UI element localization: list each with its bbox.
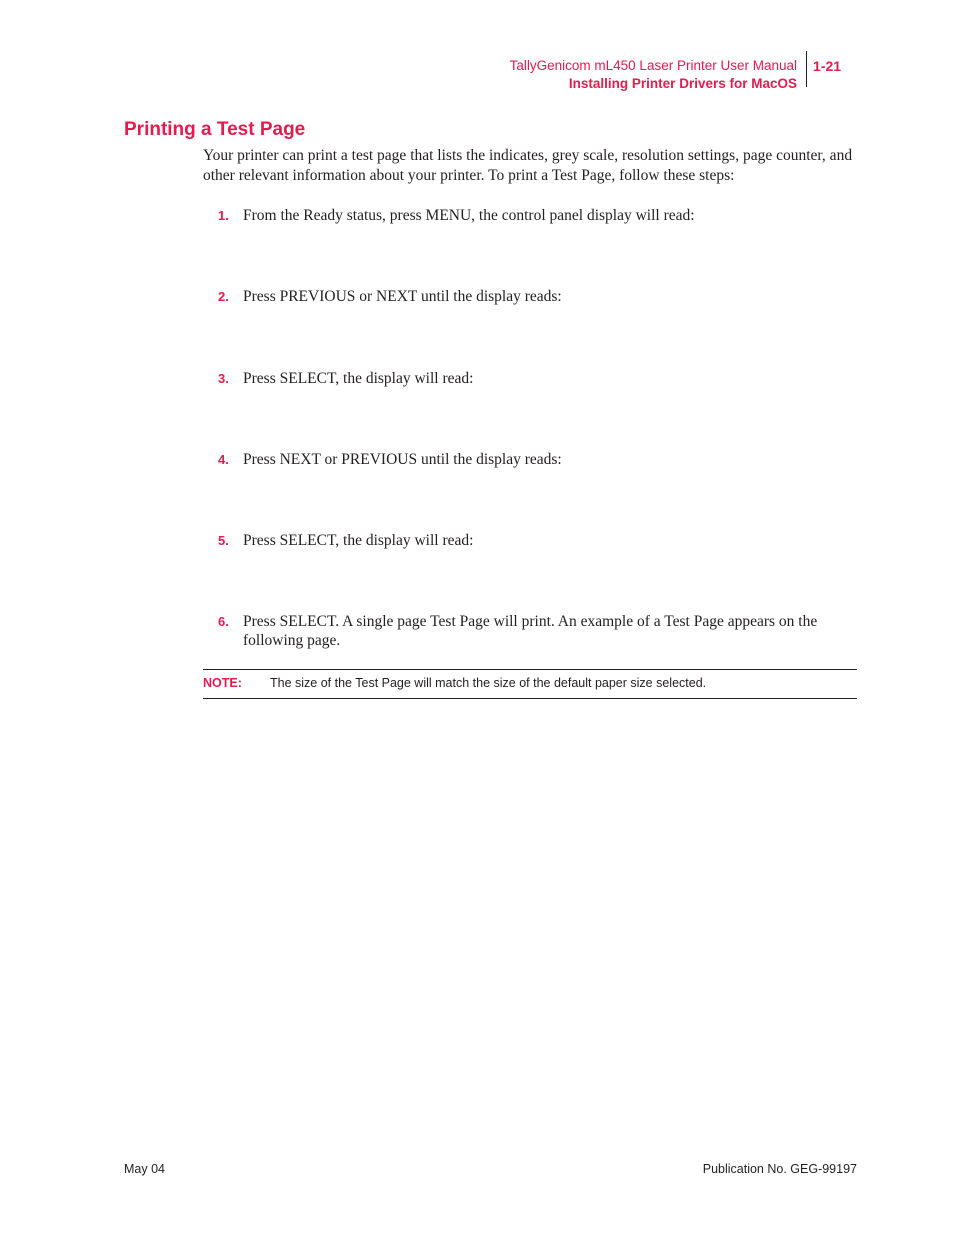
step-1 [203, 206, 863, 225]
manual-title: TallyGenicom mL450 Laser Printer User Manual [509, 58, 797, 73]
page-number: 1-21 [813, 58, 842, 74]
step-number: 2. [218, 289, 229, 304]
header-divider [806, 51, 807, 87]
step-number: 1. [218, 208, 229, 223]
step-text: Press SELECT. A single page Test Page will print. An example of a Test Page appears on the following page. [243, 613, 818, 649]
note-text: The size of the Test Page will match the size of the default paper size selected. [270, 676, 707, 690]
step-text: Press SELECT, the display will read: [243, 370, 474, 387]
step-number: 4. [218, 452, 229, 467]
section-title: Installing Printer Drivers for MacOS [568, 76, 797, 91]
step-number: 3. [218, 371, 229, 386]
footer-date: May 04 [124, 1162, 165, 1176]
step-number: 6. [218, 614, 229, 629]
note-box [203, 669, 857, 699]
running-header [510, 57, 797, 93]
step-text: Press SELECT, the display will read: [243, 532, 474, 549]
page-heading: Printing a Test Page [124, 119, 306, 140]
step-4 [203, 450, 863, 469]
step-number: 5. [218, 533, 229, 548]
step-5 [203, 531, 863, 550]
step-6 [203, 612, 863, 650]
step-text: Press NEXT or PREVIOUS until the display reads: [243, 451, 562, 468]
step-3 [203, 369, 863, 388]
step-2 [203, 287, 863, 306]
note-label: NOTE: [203, 676, 242, 690]
intro-paragraph: Your printer can print a test page that lists the indicates, grey scale, resolution settings, page counter, and other relevant information about your printer. To print a Test Page, follow these steps: [203, 147, 853, 184]
footer-publication: Publication No. GEG-99197 [702, 1162, 857, 1176]
step-text: Press PREVIOUS or NEXT until the display reads: [243, 288, 562, 305]
step-text: From the Ready status, press MENU, the control panel display will read: [243, 207, 695, 224]
